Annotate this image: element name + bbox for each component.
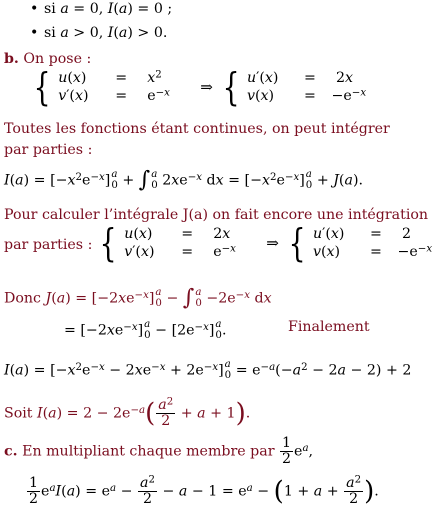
equation-2: Donc $J(a) = [-2xe^{-x}]$ a 0 − ∫ a 0 $-2e^{-x}$ dx: [4, 285, 272, 311]
equation-5: Soit $I(a) = 2 - 2e^{-a}$( $\frac{a^2}{2}$ + a + 1).: [4, 396, 251, 429]
bullet-dot: •: [30, 1, 39, 17]
bullet-line-1: • si a = 0, I(a) = 0 ;: [30, 1, 173, 17]
implies-arrow: ⇒: [200, 78, 213, 96]
section-c-label: c.: [4, 443, 18, 460]
equation-6: $\frac{1}{2}$ $e^aI(a) = e^a$ − $\frac{a^2}{2}$ − $a - 1 = e^a - (1 + a$ + $\frac{a^2}{2}$ ).: [29, 474, 379, 507]
bullet-line-2: • si a > 0, I(a) > 0.: [30, 25, 168, 41]
system-1-left: u(x) = $x^2$ v′(x) = $e^{-x}$: [58, 69, 170, 104]
left-brace: {: [288, 221, 306, 265]
equation-1: $I(a) = [-x^2e^{-x}]$ a 0 + ∫ a 0 $2xe^{-x}$ dx = $[-x^2e^{-x}]$ a 0 + J(a).: [4, 167, 363, 193]
section-b-text: On pose :: [23, 51, 92, 67]
text-line-4: par parties :: [4, 237, 93, 253]
implies-arrow: ⇒: [266, 234, 279, 252]
text-line-1: Toutes les fonctions étant continues, on peut intégrer: [4, 121, 390, 137]
system-1: [30, 65, 383, 109]
text-line-2: par parties :: [4, 142, 93, 158]
system-2: [96, 221, 432, 265]
system-2-left: u(x) = 2x v′(x) = $e^{-x}$: [124, 226, 236, 260]
bullet-dot: •: [30, 25, 39, 41]
left-brace: {: [99, 221, 117, 265]
equation-4: $I(a) = [-x^2e^{-x} - 2xe^{-x} + 2e^{-x}]$ a 0 = $e^{-a}(-a^2 - 2a - 2) + 2$: [4, 359, 412, 381]
finalement-label: Finalement: [288, 319, 370, 335]
system-1-right: u′(x) = 2x v(x) = $-e^{-x}$: [246, 70, 367, 104]
equation-3: = $[-2xe^{-x}]$ a 0 − $[2e^{-x}]$ a 0 .: [64, 319, 227, 341]
left-brace: {: [33, 65, 51, 109]
section-b-label: b.: [4, 51, 19, 67]
section-c-line: c. En multipliant chaque membre par $\frac{1}{2}$ $e^a$,: [4, 435, 314, 467]
text-line-3: Pour calculer l’intégrale J(a) on fait encore une intégration: [4, 207, 429, 223]
left-brace: {: [222, 65, 240, 109]
system-2-right: u′(x) = 2 v(x) = $-e^{-x}$: [312, 226, 432, 260]
